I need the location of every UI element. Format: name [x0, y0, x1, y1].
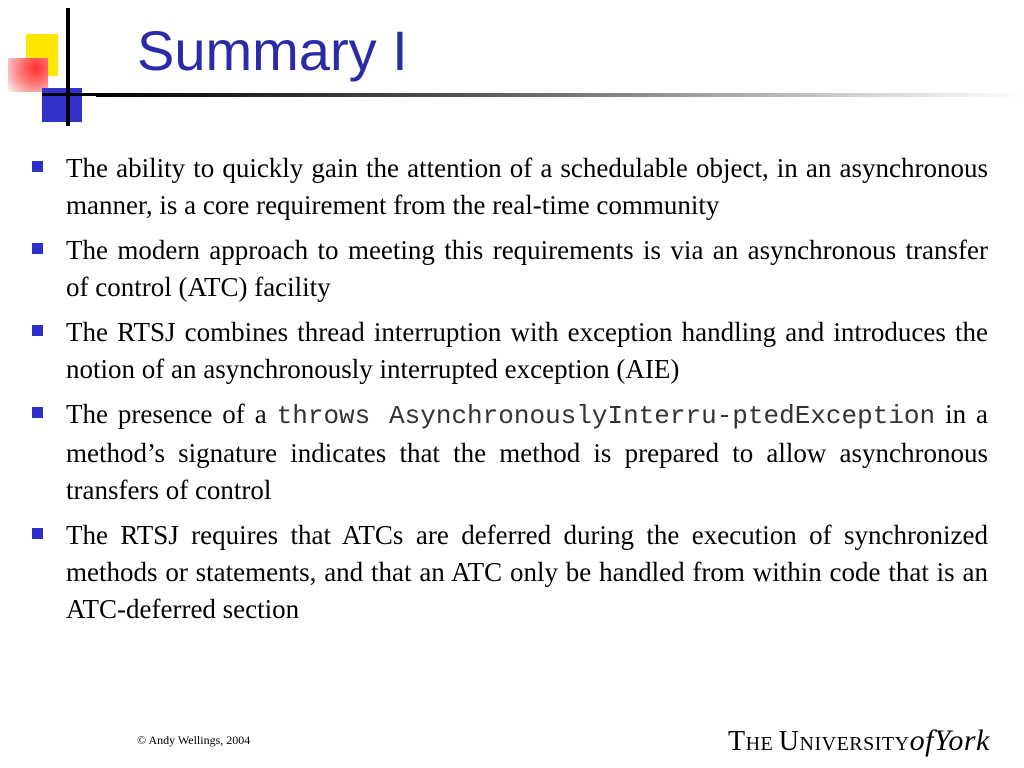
- square-bullet-icon: [32, 243, 43, 254]
- bullet-item: [30, 150, 988, 224]
- bullet-item: [30, 396, 988, 509]
- bullet-text-pre: The presence of a: [66, 399, 277, 429]
- title-underline: [96, 93, 1024, 97]
- bullet-text: The RTSJ combines thread interruption with exception handling and introduces the notion of an asynchronously interrupted exception (AIE): [66, 317, 988, 384]
- decor-red-square: [8, 58, 48, 92]
- square-bullet-icon: [32, 161, 43, 172]
- bullet-item: [30, 517, 988, 628]
- bullet-text: The RTSJ requires that ATCs are deferred during the execution of synchronized methods or statements, and that an ATC only be handled from within code that is an ATC-deferred section: [66, 520, 988, 624]
- bullet-text-post: in a method’s signature indicates that the method is prepared to allow asynchronous transfers of control: [66, 399, 988, 505]
- logo-of: of: [909, 724, 934, 757]
- square-bullet-icon: [32, 407, 43, 418]
- bullet-text: The modern approach to meeting this requirements is via an asynchronous transfer of control (ATC) facility: [66, 235, 988, 302]
- decor-vertical-line: [66, 8, 70, 126]
- logo-university-initial: U: [778, 726, 800, 757]
- bullet-text: The ability to quickly gain the attention of a schedulable object, in an asynchronous manner, is a core requirement from the real-time community: [66, 153, 988, 220]
- square-bullet-icon: [32, 528, 43, 539]
- slide-title: Summary I: [137, 19, 408, 82]
- logo-york: York: [933, 724, 990, 757]
- bullet-list: [30, 150, 988, 636]
- copyright-notice: © Andy Wellings, 2004: [137, 733, 251, 747]
- bullet-item: [30, 232, 988, 306]
- square-bullet-icon: [32, 325, 43, 336]
- logo-the-rest: HE: [745, 733, 779, 755]
- bullet-item: [30, 314, 988, 388]
- decor-cross-line: [42, 93, 100, 96]
- university-logo: [728, 724, 990, 758]
- logo-university-rest: NIVERSITY: [799, 733, 910, 755]
- code-snippet: throws AsynchronouslyInterru-ptedException: [276, 401, 936, 431]
- logo-the-initial: T: [728, 726, 746, 757]
